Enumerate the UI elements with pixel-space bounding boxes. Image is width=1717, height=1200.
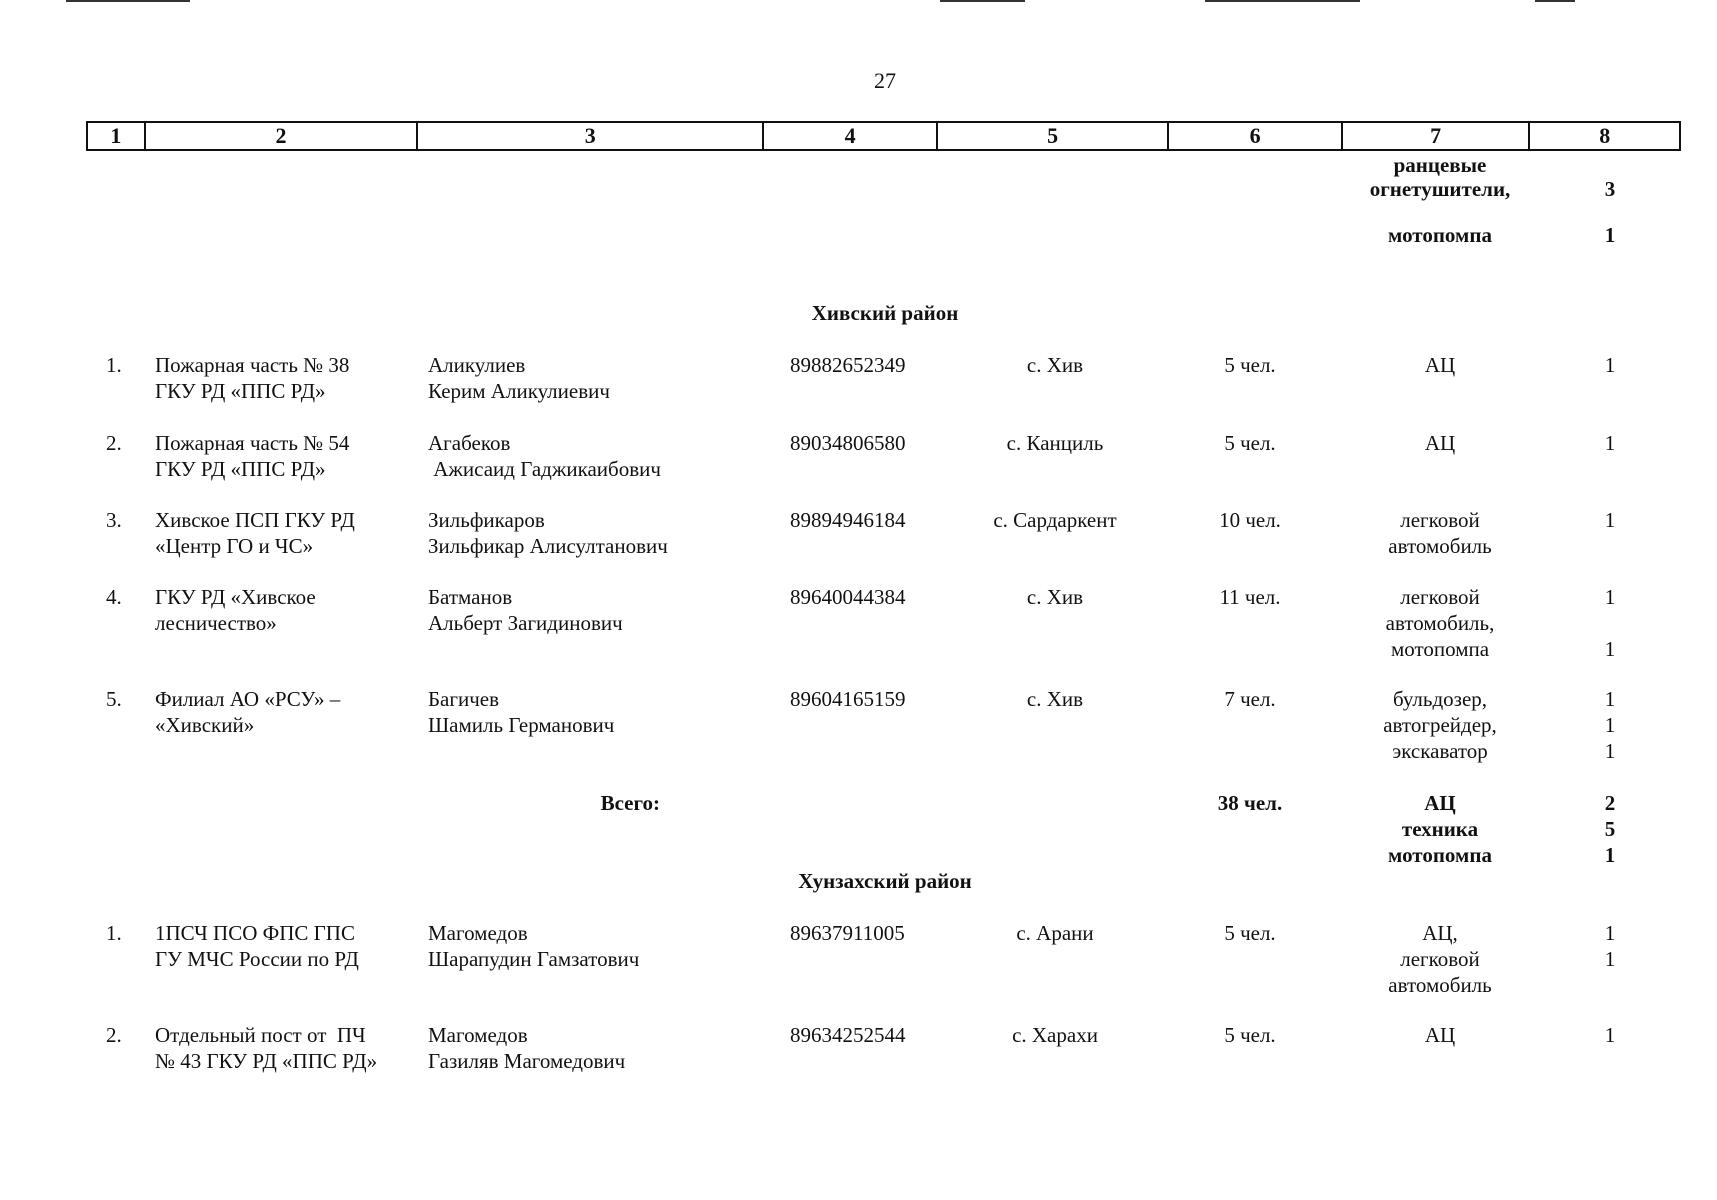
count-cell: 1 <box>1604 713 1616 737</box>
person-cell: Магомедов <box>428 921 528 945</box>
person-cell: Зильфикар Алисултанович <box>428 534 668 558</box>
count-cell: 1 <box>1604 739 1616 763</box>
phone-cell: 89634252544 <box>790 1023 906 1047</box>
row-number: 4. <box>106 585 122 609</box>
count-cell: 5 <box>1604 817 1616 841</box>
column-header: 4 <box>764 123 938 149</box>
person-cell: Агабеков <box>428 431 511 455</box>
scan-edge-mark <box>1205 0 1360 2</box>
count-cell: 1 <box>1604 921 1616 945</box>
person-cell: Газиляв Магомедович <box>428 1049 626 1073</box>
page-number: 27 <box>874 68 896 93</box>
row-number: 3. <box>106 508 122 532</box>
count-cell: 1 <box>1604 687 1616 711</box>
place-cell: с. Хив <box>1026 585 1084 609</box>
person-cell: Зильфикаров <box>428 508 545 532</box>
count-cell: 1 <box>1604 353 1616 377</box>
row-number: 2. <box>106 1023 122 1047</box>
count-cell: 1 <box>1604 585 1616 609</box>
place-cell: с. Сардаркент <box>993 508 1117 532</box>
place-cell: с. Хив <box>1026 687 1084 711</box>
equipment-cell: легковой <box>1400 947 1480 971</box>
column-header: 6 <box>1169 123 1343 149</box>
count-cell: 1 <box>1604 637 1616 661</box>
phone-cell: 89882652349 <box>790 353 906 377</box>
total-staff: 38 чел. <box>1217 791 1283 815</box>
equipment-cell: экскаватор <box>1392 739 1488 763</box>
staff-cell: 5 чел. <box>1224 353 1276 377</box>
person-cell: Магомедов <box>428 1023 528 1047</box>
row-number: 2. <box>106 431 122 455</box>
equipment-cell: огнетушители, <box>1369 177 1511 201</box>
count-cell: 1 <box>1604 223 1616 247</box>
equipment-cell: мотопомпа <box>1388 843 1492 867</box>
organization-cell: Филиал АО «РСУ» – <box>155 687 341 711</box>
phone-cell: 89640044384 <box>790 585 906 609</box>
staff-cell: 7 чел. <box>1224 687 1276 711</box>
equipment-cell: мотопомпа <box>1388 223 1492 247</box>
person-cell: Шамиль Германович <box>428 713 615 737</box>
row-number: 5. <box>106 687 122 711</box>
count-cell: 1 <box>1604 843 1616 867</box>
organization-cell: «Центр ГО и ЧС» <box>155 534 314 558</box>
person-cell: Ажисаид Гаджикаибович <box>428 457 661 481</box>
equipment-cell: бульдозер, <box>1392 687 1488 711</box>
equipment-cell: автогрейдер, <box>1383 713 1497 737</box>
column-header: 7 <box>1343 123 1531 149</box>
column-header: 2 <box>146 123 418 149</box>
row-number: 1. <box>106 921 122 945</box>
column-header: 5 <box>938 123 1169 149</box>
count-cell: 3 <box>1604 177 1616 201</box>
organization-cell: лесничество» <box>155 611 277 635</box>
section-title: Хивский район <box>811 301 959 325</box>
row-number: 1. <box>106 353 122 377</box>
column-header: 1 <box>88 123 146 149</box>
count-cell: 1 <box>1604 1023 1616 1047</box>
organization-cell: ГКУ РД «Хивское <box>155 585 316 609</box>
organization-cell: Пожарная часть № 54 <box>155 431 350 455</box>
column-header-row <box>86 121 1681 151</box>
person-cell: Батманов <box>428 585 513 609</box>
place-cell: с. Арани <box>1016 921 1094 945</box>
organization-cell: № 43 ГКУ РД «ППС РД» <box>155 1049 378 1073</box>
equipment-cell: легковой <box>1400 585 1480 609</box>
organization-cell: Отдельный пост от ПЧ <box>155 1023 366 1047</box>
organization-cell: Пожарная часть № 38 <box>155 353 350 377</box>
equipment-cell: техника <box>1401 817 1479 841</box>
phone-cell: 89034806580 <box>790 431 906 455</box>
place-cell: с. Хив <box>1026 353 1084 377</box>
equipment-cell: автомобиль, <box>1385 611 1495 635</box>
person-cell: Аликулиев <box>428 353 526 377</box>
count-cell: 1 <box>1604 431 1616 455</box>
equipment-cell: АЦ <box>1424 353 1456 377</box>
section-title: Хунзахский район <box>798 869 972 893</box>
organization-cell: «Хивский» <box>155 713 255 737</box>
phone-cell: 89894946184 <box>790 508 906 532</box>
phone-cell: 89637911005 <box>790 921 905 945</box>
equipment-cell: АЦ <box>1424 431 1456 455</box>
organization-cell: 1ПСЧ ПСО ФПС ГПС <box>155 921 355 945</box>
equipment-cell: АЦ, <box>1422 921 1458 945</box>
place-cell: с. Харахи <box>1012 1023 1098 1047</box>
equipment-cell: автомобиль <box>1388 534 1492 558</box>
equipment-cell: автомобиль <box>1388 973 1492 997</box>
count-cell: 2 <box>1604 791 1616 815</box>
equipment-cell: ранцевые <box>1393 153 1487 177</box>
place-cell: с. Канциль <box>1006 431 1104 455</box>
scan-edge-mark <box>1535 0 1575 2</box>
staff-cell: 5 чел. <box>1224 921 1276 945</box>
organization-cell: ГКУ РД «ППС РД» <box>155 379 326 403</box>
count-cell: 1 <box>1604 508 1616 532</box>
organization-cell: ГКУ РД «ППС РД» <box>155 457 326 481</box>
scan-edge-mark <box>940 0 1025 2</box>
staff-cell: 5 чел. <box>1224 1023 1276 1047</box>
person-cell: Багичев <box>428 687 500 711</box>
column-header: 3 <box>418 123 764 149</box>
staff-cell: 10 чел. <box>1219 508 1281 532</box>
equipment-cell: мотопомпа <box>1390 637 1490 661</box>
total-label: Всего: <box>600 791 660 815</box>
person-cell: Шарапудин Гамзатович <box>428 947 640 971</box>
person-cell: Керим Аликулиевич <box>428 379 610 403</box>
organization-cell: Хивское ПСП ГКУ РД <box>155 508 355 532</box>
staff-cell: 5 чел. <box>1224 431 1276 455</box>
equipment-cell: легковой <box>1400 508 1480 532</box>
equipment-cell: АЦ <box>1424 1023 1456 1047</box>
phone-cell: 89604165159 <box>790 687 906 711</box>
staff-cell: 11 чел. <box>1219 585 1281 609</box>
organization-cell: ГУ МЧС России по РД <box>155 947 359 971</box>
column-header: 8 <box>1599 123 1611 148</box>
person-cell: Альберт Загидинович <box>428 611 623 635</box>
equipment-cell: АЦ <box>1424 791 1456 815</box>
scan-edge-mark <box>66 0 190 2</box>
count-cell: 1 <box>1604 947 1616 971</box>
